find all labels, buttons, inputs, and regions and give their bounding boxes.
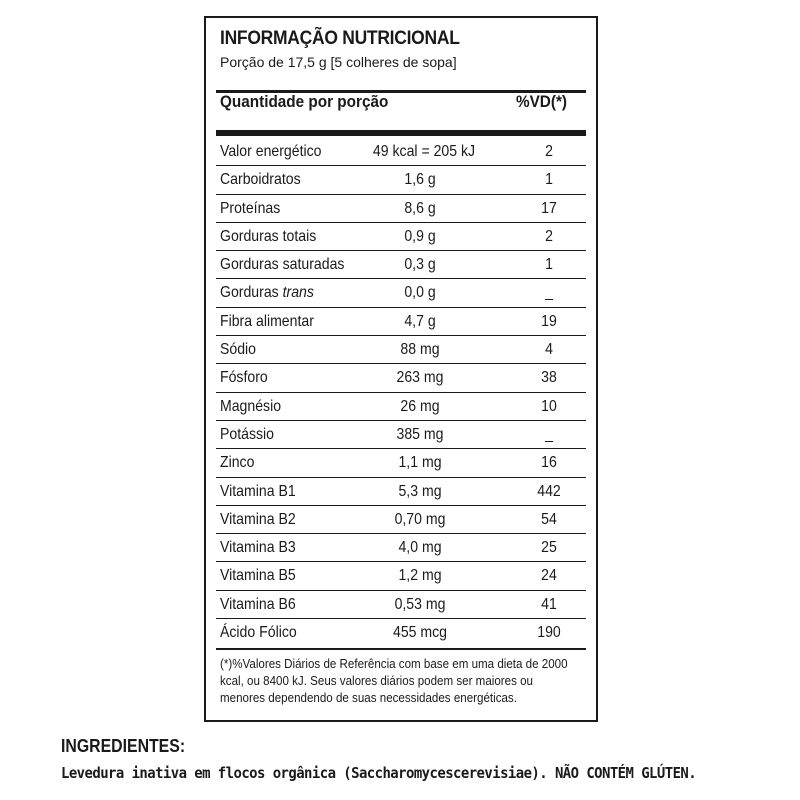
nutrient-dv: _	[545, 425, 553, 443]
nutrient-dv: 190	[537, 624, 561, 642]
header-dv: %VD(*)	[516, 92, 568, 111]
portion-size: Porção de 17,5 g [5 colheres de sopa]	[220, 54, 457, 70]
nutrient-dv: 54	[541, 510, 557, 528]
nutrient-name: Vitamina B5	[220, 567, 296, 585]
nutrition-facts-panel	[204, 16, 598, 722]
nutrient-rows	[216, 138, 586, 647]
nutrition-title: INFORMAÇÃO NUTRICIONAL	[220, 28, 460, 49]
nutrient-row	[216, 449, 586, 477]
nutrient-amount: 8,6 g	[404, 199, 436, 217]
nutrient-amount: 1,2 mg	[398, 567, 442, 585]
nutrient-name: Vitamina B1	[220, 482, 296, 500]
nutrient-amount: 4,7 g	[404, 312, 436, 330]
nutrient-dv: 10	[541, 397, 557, 415]
nutrient-name: Gorduras saturadas	[220, 256, 345, 274]
nutrient-name: Ácido Fólico	[220, 624, 297, 642]
nutrient-amount: 1,1 mg	[398, 454, 442, 472]
nutrient-amount: 49 kcal = 205 kJ	[372, 143, 476, 160]
nutrient-amount: 0,53 mg	[394, 595, 446, 613]
nutrient-dv: 1	[545, 171, 553, 189]
nutrient-dv: 2	[545, 143, 553, 160]
ingredients-title: INGREDIENTES:	[61, 736, 186, 756]
nutrient-name: Vitamina B6	[220, 595, 296, 613]
nutrient-row	[216, 308, 586, 336]
nutrient-name: Zinco	[220, 454, 255, 472]
nutrient-dv: 25	[541, 539, 557, 557]
nutrient-dv: 16	[541, 454, 557, 472]
nutrient-amount: 0,3 g	[404, 256, 436, 274]
nutrient-amount: 88 mg	[400, 341, 440, 359]
nutrient-row	[216, 619, 586, 647]
nutrient-name: Potássio	[220, 425, 275, 443]
nutrient-row	[216, 166, 586, 194]
nutrient-row	[216, 534, 586, 562]
nutrient-dv: 2	[545, 227, 553, 245]
nutrient-dv: 41	[541, 595, 557, 613]
nutrient-dv: 19	[541, 312, 557, 330]
nutrient-row	[216, 279, 586, 307]
table-header	[220, 92, 584, 118]
nutrient-dv: 24	[541, 567, 557, 585]
nutrient-name: Valor energético	[220, 143, 322, 160]
nutrient-name: Proteínas	[220, 199, 281, 217]
nutrient-amount: 4,0 mg	[398, 539, 442, 557]
nutrient-amount: 0,9 g	[404, 227, 436, 245]
nutrient-row	[216, 506, 586, 534]
nutrient-amount: 263 mg	[396, 369, 444, 387]
nutrient-row	[216, 364, 586, 392]
nutrient-row	[216, 591, 586, 619]
nutrient-row	[216, 478, 586, 506]
nutrient-amount: 0,70 mg	[394, 510, 446, 528]
nutrient-name: Vitamina B2	[220, 510, 296, 528]
nutrient-dv: 1	[545, 256, 553, 274]
nutrient-name: Gorduras totais	[220, 227, 317, 245]
footnote: (*)%Valores Diários de Referência com base em uma dieta de 2000 kcal, ou 8400 kJ. Seus valores diários podem ser maiores ou menores dependendo de suas necessidades energéticas.	[220, 657, 568, 705]
nutrient-amount: 455 mcg	[392, 624, 448, 642]
nutrient-amount: 0,0 g	[404, 284, 436, 302]
nutrient-name: Fósforo	[220, 369, 268, 387]
nutrient-name: Magnésio	[220, 397, 282, 415]
nutrient-row	[216, 393, 586, 421]
nutrient-amount: 385 mg	[396, 425, 444, 443]
ingredients-text: Levedura inativa em flocos orgânica (Saccharomycescerevisiae). NÃO CONTÉM GLÚTEN.	[61, 764, 697, 782]
nutrient-name: Vitamina B3	[220, 539, 296, 557]
header-bottom-rule	[216, 130, 586, 136]
nutrient-row	[216, 421, 586, 449]
footnote-rule	[216, 648, 586, 650]
nutrient-dv: 4	[545, 341, 553, 359]
nutrient-amount: 5,3 mg	[398, 482, 442, 500]
nutrient-amount: 1,6 g	[404, 171, 436, 189]
nutrient-name: Sódio	[220, 341, 257, 359]
nutrient-name: Carboidratos	[220, 171, 301, 189]
nutrient-name: Fibra alimentar	[220, 312, 314, 330]
nutrient-row	[216, 138, 586, 166]
nutrient-row	[216, 336, 586, 364]
nutrient-amount: 26 mg	[400, 397, 440, 415]
nutrient-row	[216, 223, 586, 251]
nutrient-row	[216, 562, 586, 590]
nutrient-dv: 17	[541, 199, 557, 217]
nutrient-dv: _	[545, 284, 553, 302]
header-quantity: Quantidade por porção	[220, 92, 389, 111]
nutrient-row	[216, 251, 586, 279]
nutrient-dv: 442	[537, 482, 561, 500]
nutrient-dv: 38	[541, 369, 557, 387]
nutrient-name: Gorduras trans	[220, 284, 314, 302]
nutrient-row	[216, 195, 586, 223]
